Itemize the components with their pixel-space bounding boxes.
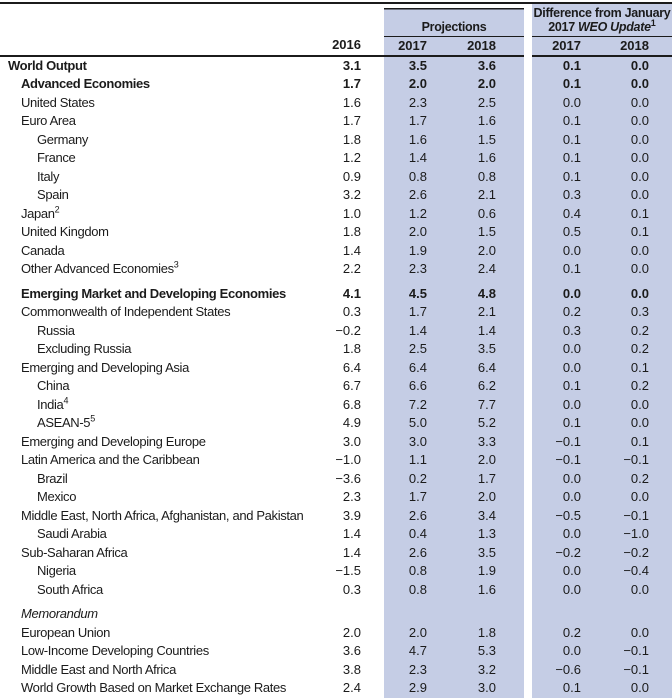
value-2016: −3.6 (335, 470, 361, 486)
value-2016: −1.0 (335, 452, 361, 467)
table-row (0, 544, 672, 563)
value-diff-2018: 0.3 (602, 303, 672, 322)
value-2016: 2.2 (342, 261, 361, 276)
value-proj-2018: 1.6 (454, 149, 524, 168)
value-diff-2018: 0.0 (602, 260, 672, 279)
value-proj-2017: 0.8 (384, 168, 454, 187)
value-diff-2018: 0.0 (602, 396, 672, 415)
column-gap (524, 544, 532, 563)
row-label: Low-Income Developing Countries (21, 643, 209, 658)
column-gap (524, 359, 532, 378)
value-proj-2017: 2.0 (384, 624, 454, 643)
column-gap (524, 451, 532, 470)
value-2016: 3.1 (342, 57, 361, 73)
row-label: Russia (37, 322, 75, 338)
table-row (0, 168, 672, 187)
value-2016: 1.4 (342, 526, 361, 541)
value-proj-2017: 2.0 (384, 75, 454, 94)
table-row (0, 131, 672, 150)
value-2016: 3.0 (342, 433, 361, 449)
table-row (0, 75, 672, 94)
value-diff-2018: 0.2 (602, 322, 672, 341)
row-label: South Africa (37, 581, 103, 597)
value-2016: 1.2 (342, 150, 361, 165)
value-2016: 2.3 (342, 489, 361, 504)
column-gap (524, 433, 532, 452)
column-gap (524, 3, 532, 36)
year-header-label-spacer (0, 36, 312, 56)
value-diff-2018: 0.0 (602, 581, 672, 600)
column-gap (524, 605, 532, 624)
value-proj-2017: 1.4 (384, 149, 454, 168)
value-diff-2017: 0.1 (532, 75, 602, 94)
value-proj-2017: 4.5 (384, 285, 454, 304)
value-proj-2017: 1.1 (384, 451, 454, 470)
value-diff-2017: 0.3 (532, 186, 602, 205)
row-label: Middle East and North Africa (21, 661, 176, 677)
value-diff-2018: −0.1 (602, 507, 672, 526)
value-diff-2018: 0.1 (602, 205, 672, 224)
column-gap (524, 525, 532, 544)
value-2016: 6.7 (342, 378, 361, 393)
value-proj-2018: 1.7 (454, 470, 524, 489)
table-row (0, 470, 672, 489)
value-diff-2017: 0.0 (532, 340, 602, 359)
value-proj-2017 (384, 605, 454, 624)
row-label: India$^4$ (37, 395, 69, 412)
value-diff-2017: −0.1 (532, 433, 602, 452)
column-gap (524, 75, 532, 94)
table-row (0, 661, 672, 680)
value-diff-2018: −0.1 (602, 451, 672, 470)
value-proj-2017: 3.5 (384, 56, 454, 76)
table-row (0, 94, 672, 113)
table-row (0, 624, 672, 643)
value-diff-2018: 0.2 (602, 340, 672, 359)
value-proj-2017: 2.3 (384, 661, 454, 680)
value-diff-2017: 0.1 (532, 112, 602, 131)
value-2016: 1.4 (342, 544, 361, 560)
table-row (0, 433, 672, 452)
value-proj-2018: 0.8 (454, 168, 524, 187)
value-proj-2017: 2.0 (384, 223, 454, 242)
row-label: Brazil (37, 470, 68, 486)
value-diff-2017: 0.1 (532, 679, 602, 698)
value-proj-2018: 2.0 (454, 242, 524, 261)
difference-group-header (532, 3, 672, 36)
row-label: Saudi Arabia (37, 526, 107, 541)
value-diff-2017: 0.2 (532, 624, 602, 643)
row-label: Italy (37, 168, 60, 184)
table-row (0, 285, 672, 304)
column-gap (524, 242, 532, 261)
footnote-ref: 3 (173, 260, 179, 270)
row-label: Sub-Saharan Africa (21, 544, 128, 560)
column-gap (524, 168, 532, 187)
value-proj-2018: 1.6 (454, 581, 524, 600)
row-label: Japan$^2$ (21, 204, 60, 221)
row-label: ASEAN-$5^5$ (37, 414, 96, 430)
value-diff-2018: 0.0 (602, 94, 672, 113)
value-proj-2017: 0.2 (384, 470, 454, 489)
year-header-diff-2018: 2018 (602, 36, 672, 56)
value-2016: 6.8 (342, 396, 361, 412)
value-2016: 1.0 (342, 205, 361, 221)
difference-header-line1: Difference from January (533, 5, 671, 20)
value-2016: 2.0 (342, 624, 361, 640)
value-proj-2018: 3.5 (454, 340, 524, 359)
footnote-ref: 5 (90, 414, 96, 424)
value-diff-2018: 0.0 (602, 56, 672, 76)
value-proj-2017: 1.2 (384, 205, 454, 224)
value-proj-2017: 7.2 (384, 396, 454, 415)
value-proj-2018: 3.4 (454, 507, 524, 526)
value-diff-2018: −0.2 (602, 544, 672, 563)
value-proj-2018: 3.0 (454, 679, 524, 698)
value-proj-2018: 1.6 (454, 112, 524, 131)
table-row (0, 507, 672, 526)
value-2016: 1.8 (342, 224, 361, 239)
header-2016-spacer (312, 3, 384, 36)
row-label: Spain (37, 187, 69, 202)
column-gap (524, 396, 532, 415)
row-label: Excluding Russia (37, 341, 132, 356)
column-gap (524, 507, 532, 526)
value-proj-2017: 2.3 (384, 260, 454, 279)
table-row (0, 186, 672, 205)
value-2016: 4.1 (342, 285, 361, 301)
value-proj-2018: 3.3 (454, 433, 524, 452)
row-label: United Kingdom (21, 224, 109, 239)
value-diff-2018: 0.0 (602, 149, 672, 168)
table-row (0, 112, 672, 131)
column-gap (524, 285, 532, 304)
value-2016: 3.9 (342, 507, 361, 523)
row-label: Commonwealth of Independent States (21, 304, 231, 319)
value-2016: 6.4 (342, 359, 361, 375)
value-proj-2018: 1.5 (454, 223, 524, 242)
value-2016: 1.7 (342, 113, 361, 128)
difference-header-line2 (532, 17, 672, 34)
value-2016: 1.8 (342, 131, 361, 147)
row-label: World Output (8, 57, 87, 73)
column-gap (524, 624, 532, 643)
column-gap (524, 470, 532, 489)
value-proj-2018: 7.7 (454, 396, 524, 415)
table-row (0, 149, 672, 168)
value-diff-2017 (532, 605, 602, 624)
column-gap (524, 562, 532, 581)
value-diff-2017: 0.1 (532, 377, 602, 396)
value-proj-2017: 0.8 (384, 562, 454, 581)
value-diff-2018: 0.1 (602, 433, 672, 452)
row-label: Euro Area (21, 113, 76, 128)
row-label: Nigeria (37, 563, 76, 578)
column-gap (524, 36, 532, 56)
footnote-ref: 2 (54, 204, 60, 215)
value-proj-2017: 0.8 (384, 581, 454, 600)
value-proj-2017: 2.6 (384, 544, 454, 563)
footnote-ref: 4 (63, 395, 69, 406)
value-diff-2017: 0.0 (532, 581, 602, 600)
value-proj-2018: 1.3 (454, 525, 524, 544)
value-diff-2018: −0.1 (602, 642, 672, 661)
value-diff-2018: 0.0 (602, 488, 672, 507)
value-diff-2017: 0.1 (532, 168, 602, 187)
value-proj-2017: 1.4 (384, 322, 454, 341)
projections-group-header (384, 3, 524, 36)
table-row (0, 679, 672, 698)
value-diff-2017: 0.1 (532, 131, 602, 150)
value-diff-2018: 0.2 (602, 377, 672, 396)
column-gap (524, 377, 532, 396)
table-row (0, 642, 672, 661)
value-diff-2018 (602, 605, 672, 624)
value-diff-2017: 0.0 (532, 525, 602, 544)
value-2016: 4.9 (342, 415, 361, 430)
value-2016: 0.9 (342, 168, 361, 184)
value-2016: 1.7 (342, 76, 361, 91)
value-diff-2018: 0.0 (602, 131, 672, 150)
value-diff-2018: 0.1 (602, 223, 672, 242)
value-proj-2018: 2.4 (454, 260, 524, 279)
table-row (0, 488, 672, 507)
row-label: Emerging and Developing Europe (21, 433, 206, 449)
value-2016: 0.3 (342, 581, 361, 597)
column-gap (524, 223, 532, 242)
value-2016: −0.2 (335, 322, 361, 338)
table-row (0, 396, 672, 415)
value-proj-2018: 5.3 (454, 642, 524, 661)
row-label: Latin America and the Caribbean (21, 452, 200, 467)
column-gap (524, 414, 532, 433)
value-proj-2017: 6.6 (384, 377, 454, 396)
value-2016: 3.6 (342, 643, 361, 658)
column-gap (524, 340, 532, 359)
table-row (0, 303, 672, 322)
table-row (0, 562, 672, 581)
column-gap (524, 56, 532, 76)
year-header-row (0, 36, 672, 56)
value-proj-2018: 5.2 (454, 414, 524, 433)
value-proj-2018: 2.1 (454, 186, 524, 205)
column-gap (524, 322, 532, 341)
value-diff-2018: −0.4 (602, 562, 672, 581)
value-diff-2018: 0.0 (602, 75, 672, 94)
value-diff-2017: 0.0 (532, 94, 602, 113)
column-gap (524, 679, 532, 698)
value-diff-2018: 0.2 (602, 470, 672, 489)
value-proj-2018: 1.8 (454, 624, 524, 643)
value-2016: 3.2 (342, 187, 361, 202)
value-2016: 3.8 (342, 661, 361, 677)
value-diff-2018: −1.0 (602, 525, 672, 544)
row-label: Memorandum (21, 606, 98, 621)
column-gap (524, 149, 532, 168)
table-body (0, 56, 672, 698)
value-proj-2018: 2.0 (454, 451, 524, 470)
row-label: Mexico (37, 489, 77, 504)
footnote-ref-1: 1 (650, 17, 656, 28)
column-gap (524, 186, 532, 205)
row-label: Middle East, North Africa, Afghanistan, and Pakistan (21, 507, 304, 523)
table-row (0, 223, 672, 242)
year-header-2016: 2016 (312, 36, 384, 56)
value-proj-2018: 3.2 (454, 661, 524, 680)
row-label: China (37, 378, 70, 393)
value-diff-2018: 0.0 (602, 242, 672, 261)
value-proj-2017: 1.7 (384, 488, 454, 507)
column-gap (524, 94, 532, 113)
value-proj-2018: 6.4 (454, 359, 524, 378)
value-diff-2017: 0.0 (532, 562, 602, 581)
year-header-proj-2017: 2017 (384, 36, 454, 56)
value-proj-2017: 4.7 (384, 642, 454, 661)
table-row (0, 340, 672, 359)
row-label: Emerging Market and Developing Economies (21, 285, 286, 301)
value-proj-2018 (454, 605, 524, 624)
value-proj-2018: 2.1 (454, 303, 524, 322)
table-row (0, 581, 672, 600)
value-diff-2018: −0.1 (602, 661, 672, 680)
table-row (0, 56, 672, 76)
value-diff-2018: 0.0 (602, 414, 672, 433)
difference-year-prefix: 2017 (548, 19, 579, 34)
value-diff-2017: 0.4 (532, 205, 602, 224)
table-row (0, 359, 672, 378)
value-proj-2018: 1.4 (454, 322, 524, 341)
row-label: Advanced Economies (21, 76, 150, 91)
value-2016: 1.6 (342, 94, 361, 110)
value-diff-2017: 0.0 (532, 488, 602, 507)
value-diff-2017: 0.1 (532, 149, 602, 168)
value-proj-2018: 1.5 (454, 131, 524, 150)
value-diff-2017: 0.0 (532, 642, 602, 661)
value-diff-2018: 0.0 (602, 186, 672, 205)
value-proj-2017: 1.9 (384, 242, 454, 261)
value-diff-2017: 0.3 (532, 322, 602, 341)
value-diff-2017: 0.0 (532, 470, 602, 489)
value-2016: 1.8 (342, 341, 361, 356)
value-proj-2017: 2.6 (384, 507, 454, 526)
value-diff-2017: 0.1 (532, 414, 602, 433)
value-proj-2017: 2.3 (384, 94, 454, 113)
value-proj-2017: 2.5 (384, 340, 454, 359)
value-proj-2017: 1.7 (384, 303, 454, 322)
projections-table (0, 2, 672, 698)
value-diff-2017: 0.1 (532, 56, 602, 76)
value-diff-2017: 0.0 (532, 396, 602, 415)
value-diff-2018: 0.0 (602, 112, 672, 131)
table-row (0, 260, 672, 279)
value-diff-2017: 0.1 (532, 260, 602, 279)
value-proj-2018: 3.6 (454, 56, 524, 76)
value-diff-2017: −0.6 (532, 661, 602, 680)
value-2016: 1.4 (342, 242, 361, 258)
year-header-diff-2017: 2017 (532, 36, 602, 56)
row-label: United States (21, 94, 95, 110)
column-gap (524, 131, 532, 150)
table-row (0, 377, 672, 396)
column-gap (524, 260, 532, 279)
row-label: France (37, 150, 76, 165)
weo-update-label: WEO Update (578, 19, 651, 34)
group-header-row (0, 3, 672, 36)
value-proj-2018: 6.2 (454, 377, 524, 396)
value-diff-2017: 0.0 (532, 242, 602, 261)
value-diff-2018: 0.0 (602, 168, 672, 187)
value-proj-2017: 2.6 (384, 186, 454, 205)
table-row (0, 525, 672, 544)
row-label: Emerging and Developing Asia (21, 359, 189, 375)
value-2016: 2.4 (342, 680, 361, 695)
value-proj-2017: 1.7 (384, 112, 454, 131)
table-row (0, 414, 672, 433)
value-proj-2018: 4.8 (454, 285, 524, 304)
table-row (0, 451, 672, 470)
table-row (0, 322, 672, 341)
value-proj-2018: 0.6 (454, 205, 524, 224)
row-label: Canada (21, 242, 65, 258)
table-row (0, 205, 672, 224)
value-proj-2018: 2.0 (454, 75, 524, 94)
year-header-proj-2018: 2018 (454, 36, 524, 56)
value-proj-2017: 5.0 (384, 414, 454, 433)
value-proj-2017: 2.9 (384, 679, 454, 698)
table-row (0, 242, 672, 261)
value-proj-2018: 1.9 (454, 562, 524, 581)
value-2016: 0.3 (342, 304, 361, 319)
value-proj-2018: 2.0 (454, 488, 524, 507)
value-diff-2017: 0.5 (532, 223, 602, 242)
column-gap (524, 581, 532, 600)
row-label: Other Advanced Economies$^3$ (21, 260, 179, 276)
value-diff-2017: 0.0 (532, 285, 602, 304)
value-diff-2018: 0.0 (602, 624, 672, 643)
value-2016: −1.5 (335, 563, 361, 578)
value-diff-2017: 0.2 (532, 303, 602, 322)
value-proj-2017: 3.0 (384, 433, 454, 452)
value-proj-2018: 2.5 (454, 94, 524, 113)
row-label: World Growth Based on Market Exchange Rates (21, 680, 287, 695)
value-2016 (312, 605, 384, 624)
column-gap (524, 205, 532, 224)
header-label-spacer (0, 3, 312, 36)
row-label: Germany (37, 131, 89, 147)
value-diff-2018: 0.0 (602, 285, 672, 304)
value-proj-2018: 3.5 (454, 544, 524, 563)
value-diff-2018: 0.0 (602, 679, 672, 698)
value-proj-2017: 1.6 (384, 131, 454, 150)
row-label: European Union (21, 624, 111, 640)
column-gap (524, 661, 532, 680)
value-proj-2017: 6.4 (384, 359, 454, 378)
column-gap (524, 642, 532, 661)
value-diff-2017: 0.0 (532, 359, 602, 378)
column-gap (524, 112, 532, 131)
value-proj-2017: 0.4 (384, 525, 454, 544)
value-diff-2018: 0.1 (602, 359, 672, 378)
projections-label: Projections (421, 19, 487, 34)
value-diff-2017: −0.1 (532, 451, 602, 470)
column-gap (524, 488, 532, 507)
value-diff-2017: −0.5 (532, 507, 602, 526)
table-row (0, 605, 672, 624)
column-gap (524, 303, 532, 322)
value-diff-2017: −0.2 (532, 544, 602, 563)
